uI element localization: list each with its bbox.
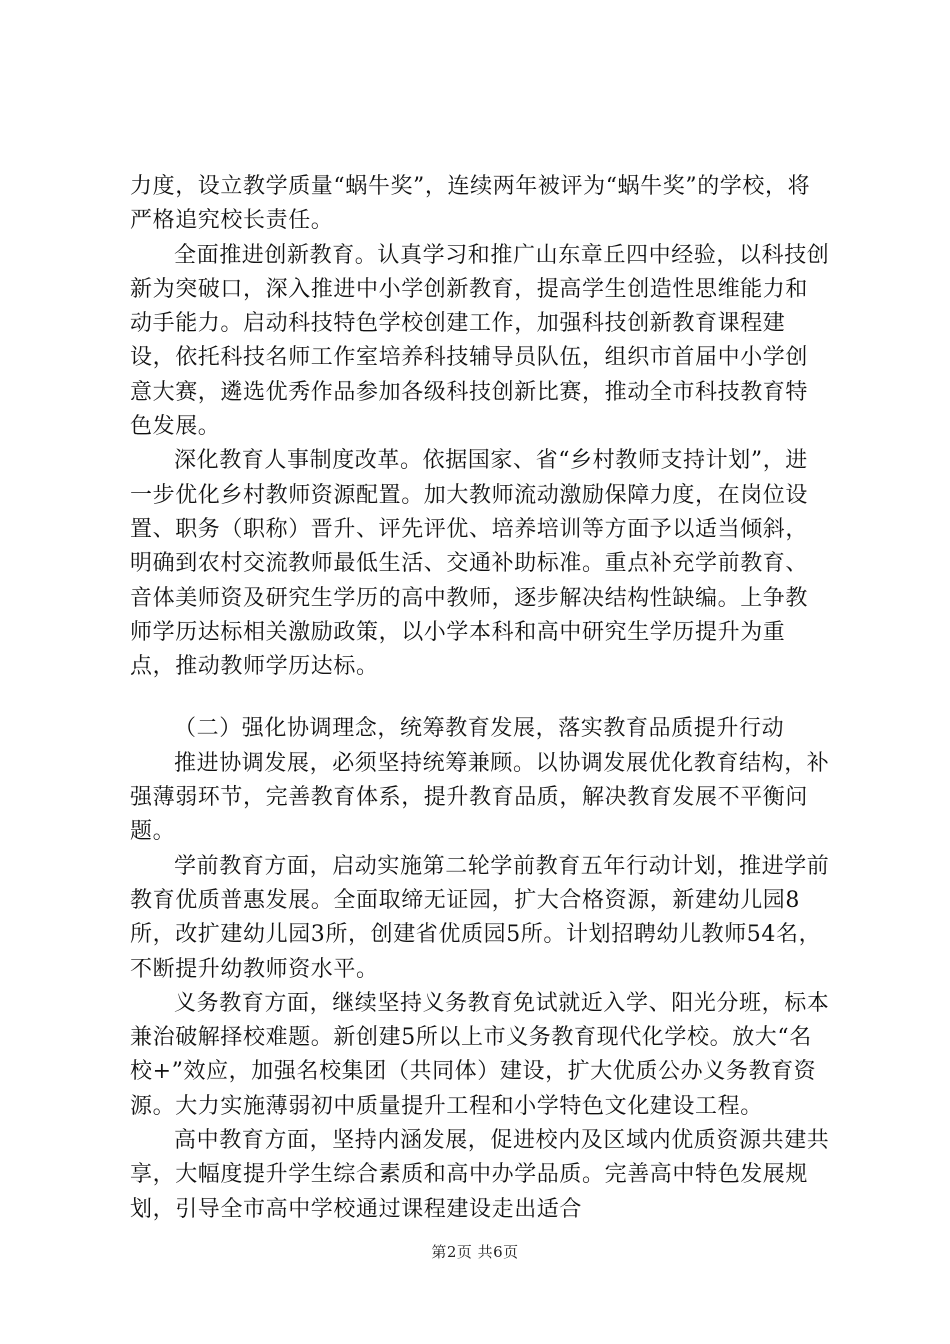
paragraph-preschool-education: 学前教育方面，启动实施第二轮学前教育五年行动计划，推进学前教育优质普惠发展。全面取缔无证园，扩大合格资源，新建幼儿园8所，改扩建幼儿园3所，创建省优质园5所。计划招聘幼儿教师54名，不断提升幼教师资水平。 — [130, 853, 830, 982]
paragraph-continuation: 力度，设立教学质量“蜗牛奖”，连续两年被评为“蜗牛奖”的学校，将严格追究校长责任。 — [130, 174, 811, 234]
paragraph-innovation-education: 全面推进创新教育。认真学习和推广山东章丘四中经验，以科技创新为突破口，深入推进中小学创新教育，提高学生创造性思维能力和动手能力。启动科技特色学校创建工作，加强科技创新教育课程建设，依托科技名师工作室培养科技辅导员队伍，组织市首届中小学创意大赛，遴选优秀作品参加各级科技创新比赛，推动全市科技教育特色发展。 — [130, 242, 830, 440]
document-body — [130, 170, 830, 1227]
page-footer: 第2页 共6页 — [431, 1243, 519, 1261]
paragraph-coordinated-development: 推进协调发展，必须坚持统筹兼顾。以协调发展优化教育结构，补强薄弱环节，完善教育体系，提升教育品质，解决教育发展不平衡问题。 — [130, 750, 830, 845]
paragraph-personnel-reform: 深化教育人事制度改革。依据国家、省“乡村教师支持计划”，进一步优化乡村教师资源配置。加大教师流动激励保障力度，在岗位设置、职务（职称）晋升、评先评优、培养培训等方面予以适当倾斜，明确到农村交流教师最低生活、交通补助标准。重点补充学前教育、音体美师资及研究生学历的高中教师，逐步解决结构性缺编。上争教师学历达标相关激励政策，以小学本科和高中研究生学历提升为重点，推动教师学历达标。 — [130, 448, 809, 680]
paragraph-compulsory-education: 义务教育方面，继续坚持义务教育免试就近入学、阳光分班，标本兼治破解择校难题。新创建5所以上市义务教育现代化学校。放大“名校+”效应，加强名校集团（共同体）建设，扩大优质公办义务教育资源。大力实施薄弱初中质量提升工程和小学特色文化建设工程。 — [130, 990, 830, 1119]
section-heading: （二）强化协调理念，统筹教育发展，落实教育品质提升行动 — [174, 716, 785, 742]
paragraph-high-school-education: 高中教育方面，坚持内涵发展，促进校内及区域内优质资源共建共享，大幅度提升学生综合素质和高中办学品质。完善高中特色发展规划，引导全市高中学校通过课程建设走出适合 — [130, 1128, 830, 1222]
